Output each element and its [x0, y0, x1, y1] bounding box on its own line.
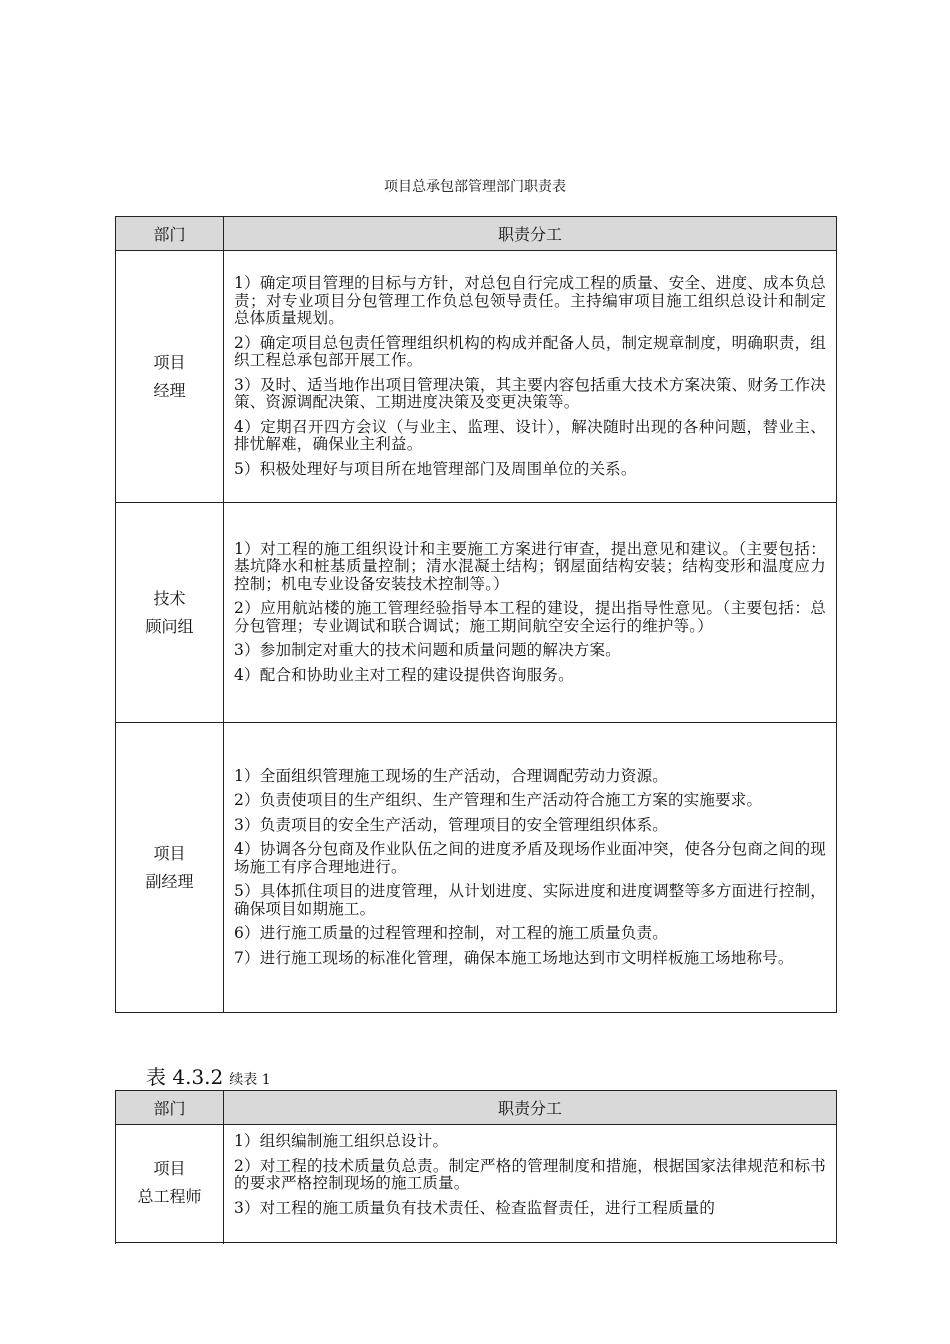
duties-cell: [224, 251, 837, 503]
continued-label: 续表 1: [229, 1072, 271, 1088]
duty-item: 7）进行施工现场的标准化管理，确保本施工场地达到市文明样板施工场地称号。: [234, 948, 794, 967]
table-row: [116, 251, 837, 503]
header-dept: 部门: [116, 217, 224, 251]
duties-cell: [224, 723, 837, 1013]
dept-name-line: 经理: [153, 380, 186, 400]
duty-item: 1）对工程的施工组织设计和主要施工方案进行审查，提出意见和建议。（主要包括：基坑降水和桩基质量控制；清水混凝土结构；钢屋面结构安装；结构变形和温度应力控制；机电专业设备安装技术控制等。）: [234, 539, 826, 593]
dept-cell: [116, 251, 224, 503]
duty-item: 4）定期召开四方会议（与业主、监理、设计），解决随时出现的各种问题，替业主、排忧解难，确保业主利益。: [234, 417, 826, 453]
table-number: 表 4.3.2: [146, 1065, 224, 1089]
header-duty: 职责分工: [224, 217, 837, 251]
duty-item: 4）协调各分包商及作业队伍之间的进度矛盾及现场作业面冲突，使各分包商之间的现场施工有序合理地进行。: [234, 840, 826, 876]
dept-name-line: 项目: [153, 843, 186, 863]
duty-item: 3）参加制定对重大的技术问题和质量问题的解决方案。: [234, 641, 621, 660]
dept-name-line: 副经理: [145, 871, 194, 891]
table-header-row: [116, 217, 837, 251]
table-row: [116, 503, 837, 723]
dept-name-line: 项目: [153, 352, 186, 372]
dept-name-line: 总工程师: [137, 1187, 202, 1206]
table-header-row: [116, 1091, 837, 1125]
duty-item: 3）负责项目的安全生产活动，管理项目的安全管理组织体系。: [234, 815, 668, 834]
duty-item: 1）全面组织管理施工现场的生产活动，合理调配劳动力资源。: [234, 766, 668, 785]
dept-name-line: 顾问组: [145, 616, 194, 636]
dept-cell: [116, 723, 224, 1013]
duty-item: 1）确定项目管理的目标与方针，对总包自行完成工程的质量、安全、进度、成本负总责；对专业项目分包管理工作负总包领导责任。主持编审项目施工组织总设计和制定总体质量规划。: [234, 274, 826, 327]
table-bottom-border: [115, 1242, 836, 1243]
table-row: [116, 723, 837, 1013]
dept-name-line: 项目: [153, 1159, 186, 1178]
continued-table-caption: [146, 1066, 271, 1091]
duty-item: 5）具体抓住项目的进度管理，从计划进度、实际进度和进度调整等多方面进行控制，确保项目如期施工。: [234, 882, 826, 918]
duty-item: 1）组织编制施工组织总设计。: [234, 1132, 449, 1150]
duty-item: 4）配合和协助业主对工程的建设提供咨询服务。: [234, 665, 574, 684]
duties-cell: [224, 503, 837, 723]
duty-item: 3）对工程的施工质量负有技术责任、检查监督责任，进行工程质量的: [234, 1198, 716, 1217]
header-dept: 部门: [116, 1091, 224, 1125]
duty-item: 6）进行施工质量的过程管理和控制，对工程的施工质量负责。: [234, 924, 668, 943]
duty-item: 2）对工程的技术质量负总责。制定严格的管理制度和措施，根据国家法律规范和标书的要求严格控制现场的施工质量。: [234, 1156, 826, 1192]
dept-name-line: 技术: [153, 588, 186, 608]
page-bottom-mask: [0, 1244, 950, 1344]
header-duty: 职责分工: [224, 1091, 837, 1125]
duty-item: 3）及时、适当地作出项目管理决策，其主要内容包括重大技术方案决策、财务工作决策、资源调配决策、工期进度决策及变更决策等。: [234, 375, 826, 411]
duty-item: 2）确定项目总包责任管理组织机构的构成并配备人员，制定规章制度，明确职责，组织工程总承包部开展工作。: [234, 333, 826, 369]
table-caption: 项目总承包部管理部门职责表: [384, 179, 566, 195]
dept-cell: [116, 503, 224, 723]
duty-item: 2）负责使项目的生产组织、生产管理和生产活动符合施工方案的实施要求。: [234, 791, 763, 810]
duty-table: [115, 216, 837, 1013]
duty-item: 5）积极处理好与项目所在地管理部门及周围单位的关系。: [234, 459, 637, 478]
duty-item: 2）应用航站楼的施工管理经验指导本工程的建设，提出指导性意见。（主要包括：总分包管理；专业调试和联合调试；施工期间航空安全运行的维护等。）: [234, 599, 826, 635]
